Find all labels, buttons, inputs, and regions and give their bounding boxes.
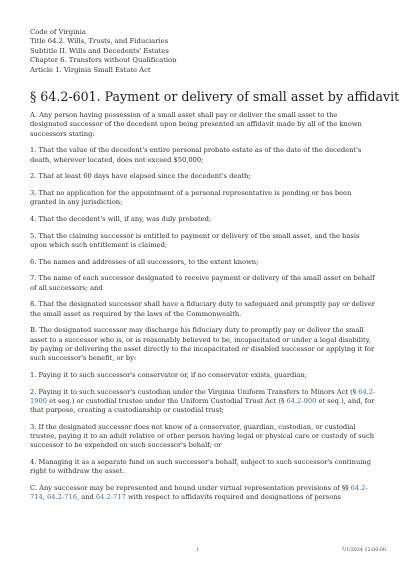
page-number: 1 — [196, 548, 200, 553]
paragraph-a: A. Any person having possession of a small asset shall pay or deliver the small asset to the designated successor of the decedent upon being presented an affidavit made by all of the known successors stating: — [30, 111, 362, 138]
text-span: et seq.) or custodial trustee under the Uniform Custodial Trust Act (§ — [47, 396, 287, 405]
text-span: with respect to affidavits required and designations of persons — [125, 493, 341, 502]
list-item-b2 — [30, 388, 376, 416]
list-item-b1: 1. Paying it to such successor's conservator or, if no conservator exists, guardian; — [30, 370, 307, 379]
text-span: 2. Paying it to such successor's custodian under the Virginia Uniform Transfers to Minors Act (§ — [30, 387, 359, 396]
list-item-a7: 7. The name of each successor designated to receive payment or delivery of the small asset on behalf of all successors; and — [30, 274, 375, 292]
list-item-a2: 2. That at least 60 days have elapsed since the decedent's death; — [30, 172, 251, 181]
text-span: , and — [76, 493, 96, 502]
breadcrumb-code: Code of Virginia — [30, 28, 86, 36]
document-page — [30, 28, 400, 510]
breadcrumb-article: Article 1. Virginia Small Estate Act — [30, 65, 151, 74]
list-item-b3: 3. If the designated successor does not know of a conservator, guardian, custodian, or custodial trustee, paying it to an adult relative or other person having legal or physical care or custody of such successor to be expended on such successor's behalf; or — [30, 422, 375, 450]
breadcrumb — [30, 28, 376, 75]
list-item-a6: 6. The names and addresses of all successors, to the extent known; — [30, 257, 259, 266]
statute-link-64-2-900[interactable]: 64.2-900 — [286, 396, 317, 405]
breadcrumb-title: Title 64.2. Wills, Trusts, and Fiduciaries — [30, 37, 169, 46]
statute-link-64-2-716[interactable]: 64.2-716 — [47, 493, 77, 502]
list-item-a5: 5. That the claiming successor is entitled to payment or delivery of the small asset, and the basis upon which such entitlement is claimed; — [30, 231, 360, 249]
list-item-a3: 3. That no application for the appointment of a personal representative is pending or has been granted in any jurisdiction; — [30, 188, 352, 207]
breadcrumb-subtitle: Subtitle II. Wills and Decedents' Estates — [30, 46, 169, 55]
text-span: C. Any successor may be represented and bound under virtual representation provisions of §§ — [30, 484, 351, 493]
section-title: § 64.2-601. Payment or delivery of small asset by affidavit — [30, 89, 400, 105]
statute-link-64-2-717[interactable]: 64.2-717 — [95, 493, 126, 502]
list-item-a4: 4. That the decedent's will, if any, was duly probated; — [30, 214, 212, 223]
text-span: , — [42, 493, 48, 502]
breadcrumb-chapter: Chapter 6. Transfers without Qualification — [30, 56, 177, 65]
footer-timestamp: 7/1/2024 12:00:00 — [341, 548, 386, 553]
statute-link-64-2-1900[interactable]: 64.2-1900 — [30, 387, 376, 405]
list-item-a8: 8. That the designated successor shall have a fiduciary duty to safeguard and promptly pay or deliver the small asset as required by the laws of the Commonwealth. — [30, 300, 375, 318]
list-item-a1: 1. That the value of the decedent's entire personal probate estate as of the date of the decedent's death, wherever located, does not exceed $50,000; — [30, 146, 362, 164]
statute-link-64-2-714[interactable]: 64.2-714 — [30, 484, 368, 502]
paragraph-c — [30, 484, 376, 503]
text-span: et seq.), and, for that purpose, creating a custodianship or custodial trust; — [30, 396, 375, 415]
list-item-b4: 4. Managing it as a separate fund on such successor's behalf, subject to such successor's continuing right to withdraw the asset. — [30, 458, 371, 476]
paragraph-b: B. The designated successor may discharge his fiduciary duty to promptly pay or deliver the small asset to a successor who is, or is reasonably believed to be, incapacitated or under a legal disability, by paying or delivering the asset directly to the incapacitated or disabled successor or applying it for such successor's benefit, or by: — [30, 326, 375, 363]
